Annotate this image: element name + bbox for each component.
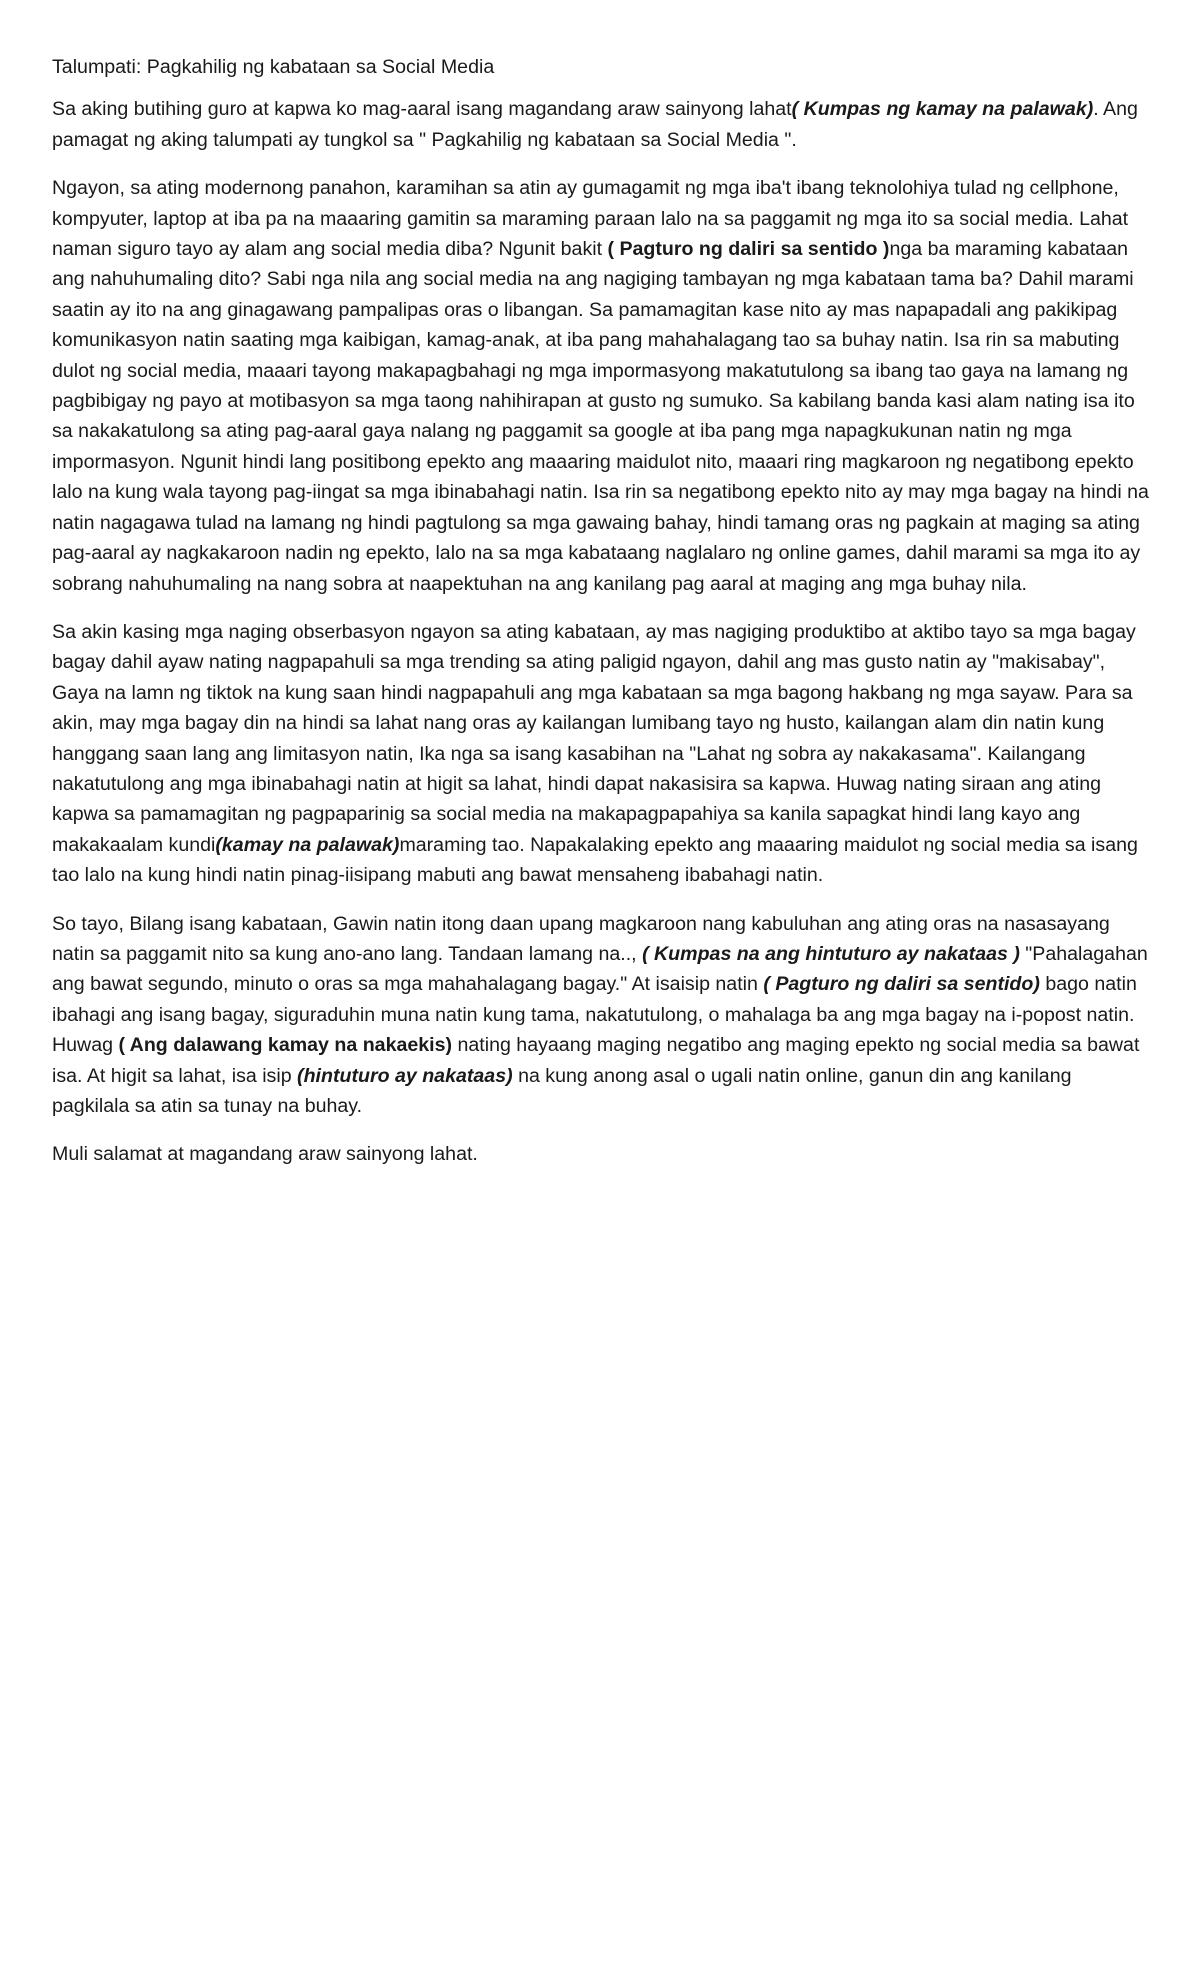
paragraph-conclusion-text-c: bago natin ibahagi ang isang bagay, siguraduhin muna natin kung tama, nakatutulong, o mahalaga ba ang mga bagay na i-popost natin. Huwag — [52, 973, 1137, 1057]
speech-title — [52, 52, 1152, 82]
document-page — [52, 52, 1152, 1188]
paragraph-closing-text: Muli salamat at magandang araw sainyong lahat. — [52, 1143, 478, 1166]
gesture-cue: ( Ang dalawang kamay na nakaekis) — [118, 1034, 453, 1057]
gesture-cue: (kamay na palawak) — [215, 833, 400, 856]
paragraph-greeting — [52, 94, 1152, 155]
gesture-cue: ( Kumpas ng kamay na palawak) — [791, 98, 1094, 121]
paragraph-closing — [52, 1139, 1152, 1169]
paragraph-conclusion-text-a: So tayo, Bilang isang kabataan, Gawin natin itong daan upang magkaroon nang kabuluhan ang ating oras na nasasayang natin sa paggamit nito sa kung ano-ano lang. Tandaan lamang na.., — [52, 912, 1110, 965]
paragraph-greeting-text-a: Sa aking butihing guro at kapwa ko mag-aaral isang magandang araw sainyong lahat — [52, 98, 792, 121]
gesture-cue: ( Pagturo ng daliri sa sentido ) — [607, 238, 890, 261]
paragraph-introduction — [52, 173, 1152, 599]
gesture-cue: ( Pagturo ng daliri sa sentido) — [763, 973, 1040, 996]
gesture-cue: ( Kumpas na ang hintuturo ay nakataas ) — [642, 942, 1020, 965]
paragraph-conclusion-text-b: "Pahalagahan ang bawat segundo, minuto o oras sa mga mahahalagang bagay." At isaisip natin — [52, 942, 1148, 996]
gesture-cue: (hintuturo ay nakataas) — [297, 1064, 513, 1087]
paragraph-observation — [52, 617, 1152, 891]
paragraph-introduction-text-a: Ngayon, sa ating modernong panahon, karamihan sa atin ay gumagamit ng mga iba't ibang teknolohiya tulad ng cellphone, kompyuter, laptop at iba pa na maaaring gamitin sa maraming paraan lalo na sa paggamit ng mga ito sa social media. Lahat naman siguro tayo ay alam ang social media diba? Ngunit bakit — [52, 177, 1129, 261]
paragraph-observation-text-b: maraming tao. Napakalaking epekto ang maaaring maidulot ng social media sa isang tao lalo na kung hindi natin pinag-iisipang mabuti ang bawat mensaheng ibabahagi natin. — [52, 833, 1138, 887]
paragraph-introduction-text-b: nga ba maraming kabataan ang nahuhumaling dito? Sabi nga nila ang social media na ang nagiging tambayan ng mga kabataan tama ba? Dahil marami saatin ay ito na ang ginagawang pampalipas oras o libangan. Sa pamamagitan kase nito ay mas napapadali ang pakikipag komunikasyon natin saating mga kaibigan, kamag-anak, at iba pang mahahalagang tao sa buhay natin. Isa rin sa mabuting dulot ng social media, maaari tayong makapagbahagi ng mga impormasyong makatutulong sa ibang tao gaya na lamang ng pagbibigay ng payo at motibasyon sa mga taong nahihirapan at gusto ng sumuko. Sa kabilang banda kasi alam nating isa ito sa nakakatulong sa ating pag-aaral gaya nalang ng paggamit sa google at iba pang mga napagkukunan natin ng mga impormasyon. Ngunit hindi lang positibong epekto ang maaaring maidulot nito, maaari ring magkaroon ng negatibong epekto lalo na kung wala tayong pag-iingat sa mga ibinabahagi natin. Isa rin sa negatibong epekto nito ay may mga bagay na hindi na natin nagagawa tulad na lamang ng hindi pagtulong sa mga gawaing bahay, hindi tamang oras ng pagkain at maging sa ating pag-aaral ay nagkakaroon nadin ng epekto, lalo na sa mga kabataang naglalaro ng online games, dahil marami sa mga ito ay sobrang nahuhumaling na nang sobra at naapektuhan na ang kanilang pag aaral at maging ang mga buhay nila. — [52, 238, 1149, 595]
paragraph-observation-text-a: Sa akin kasing mga naging obserbasyon ngayon sa ating kabataan, ay mas nagiging produktibo at aktibo tayo sa mga bagay bagay dahil ayaw nating nagpapahuli sa mga trending sa ating paligid ngayon, dahil ang mas gusto natin ay "makisabay", Gaya na lamn ng tiktok na kung saan hindi nagpapahuli ang mga kabataan sa mga bagong hakbang ng mga sayaw. Para sa akin, may mga bagay din na hindi sa lahat nang oras ay kailangan lumibang tayo ng husto, kailangan alam din natin kung hanggang saan lang ang limitasyon natin, Ika nga sa isang kasabihan na "Lahat ng sobra ay nakakasama". Kailangang nakatutulong ang mga ibinabahagi natin at higit sa lahat, hindi dapat nakasisira sa kapwa. Huwag nating siraan ang ating kapwa sa pamamagitan ng pagpaparinig sa social media na makapagpapahiya sa kanila sapagkat hindi lang kayo ang makakaalam kundi — [52, 620, 1136, 856]
paragraph-greeting-text-b: . Ang pamagat ng aking talumpati ay tungkol sa " Pagkahilig ng kabataan sa Social Media ". — [52, 98, 1138, 151]
paragraph-conclusion-text-e: na kung anong asal o ugali natin online, ganun din ang kanilang pagkilala sa atin sa tunay na buhay. — [52, 1064, 1072, 1117]
paragraph-conclusion-text-d: nating hayaang maging negatibo ang maging epekto ng social media sa bawat isa. At higit sa lahat, isa isip — [52, 1034, 1140, 1087]
paragraph-conclusion — [52, 909, 1152, 1122]
speech-title-text: Talumpati: Pagkahilig ng kabataan sa Social Media — [52, 56, 495, 78]
